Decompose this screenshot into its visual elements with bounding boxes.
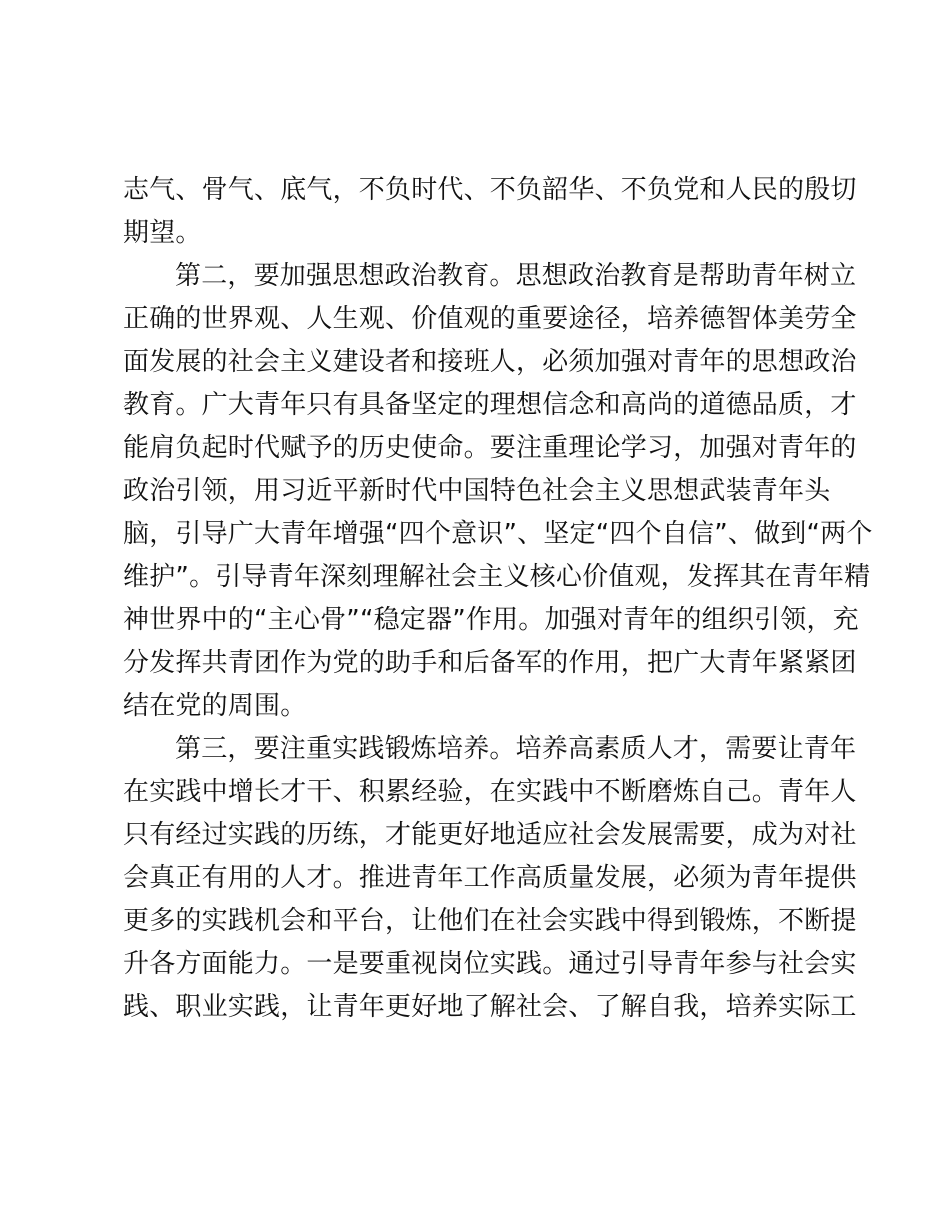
text-line: 能肩负起时代赋予的历史使命。要注重理论学习，加强对青年的 — [123, 433, 857, 463]
text-line: 只有经过实践的历练，才能更好地适应社会发展需要，成为对社 — [123, 820, 857, 850]
text-line: 教育。广大青年只有具备坚定的理想信念和高尚的道德品质，才 — [123, 390, 857, 420]
text-line: 神世界中的“主心骨”“稳定器”作用。加强对青年的组织引领，充 — [123, 605, 859, 635]
text-line: 在实践中增长才干、积累经验，在实践中不断磨炼自己。青年人 — [123, 777, 857, 807]
text-line: 会真正有用的人才。推进青年工作高质量发展，必须为青年提供 — [123, 863, 857, 893]
text-line: 期望。 — [123, 218, 202, 248]
text-line: 正确的世界观、人生观、价值观的重要途径，培养德智体美劳全 — [123, 304, 857, 334]
text-line: 更多的实践机会和平台，让他们在社会实践中得到锻炼，不断提 — [123, 906, 857, 936]
text-line: 升各方面能力。一是要重视岗位实践。通过引导青年参与社会实 — [123, 949, 857, 979]
paragraph-start-line: 第三，要注重实践锻炼培养。培养高素质人才，需要让青年 — [175, 734, 857, 764]
text-line: 践、职业实践，让青年更好地了解社会、了解自我，培养实际工 — [123, 992, 857, 1022]
text-line: 维护”。引导青年深刻理解社会主义核心价值观，发挥其在青年精 — [123, 562, 871, 592]
text-line: 志气、骨气、底气，不负时代、不负韶华、不负党和人民的殷切 — [123, 175, 857, 205]
text-line: 分发挥共青团作为党的助手和后备军的作用，把广大青年紧紧团 — [123, 648, 857, 678]
text-line: 结在党的周围。 — [123, 691, 307, 721]
text-line: 脑，引导广大青年增强“四个意识”、坚定“四个自信”、做到“两个 — [123, 519, 873, 549]
paragraph-start-line: 第二，要加强思想政治教育。思想政治教育是帮助青年树立 — [175, 261, 857, 291]
text-line: 政治引领，用习近平新时代中国特色社会主义思想武装青年头 — [123, 476, 831, 506]
text-line: 面发展的社会主义建设者和接班人，必须加强对青年的思想政治 — [123, 347, 857, 377]
